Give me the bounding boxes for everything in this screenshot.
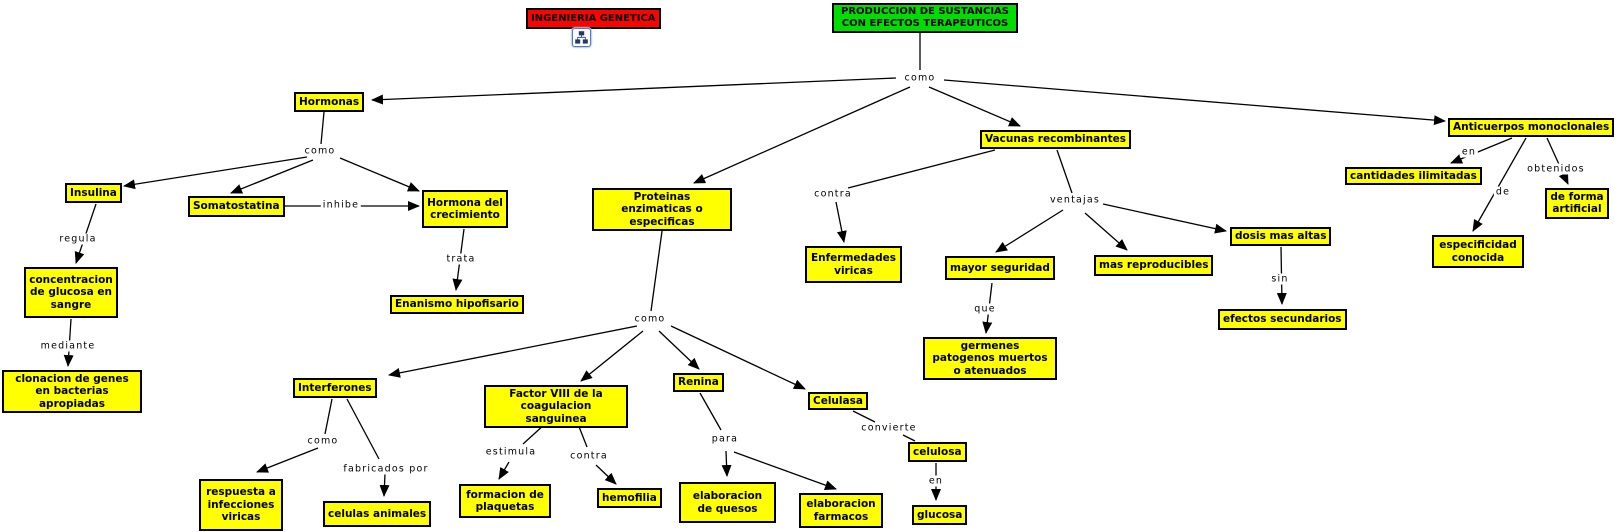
node-hormonas[interactable]: Hormonas	[294, 92, 364, 112]
node-formacion-plaquetas[interactable]: formacion de plaquetas	[459, 484, 551, 518]
node-mayor-seguridad[interactable]: mayor seguridad	[945, 256, 1055, 280]
node-interferones[interactable]: Interferones	[293, 378, 377, 398]
node-elaboracion-quesos[interactable]: elaboracion de quesos	[679, 482, 776, 523]
node-elaboracion-farmacos[interactable]: elaboracion farmacos	[799, 493, 883, 528]
link-label-en-anticuerpos[interactable]: en	[1461, 146, 1477, 158]
node-dosis-mas-altas[interactable]: dosis mas altas	[1230, 227, 1331, 246]
node-vacunas-recombinantes[interactable]: Vacunas recombinantes	[980, 130, 1131, 149]
link-label-convierte[interactable]: convierte	[861, 422, 917, 434]
link-label-regula[interactable]: regula	[59, 233, 97, 245]
node-renina[interactable]: Renina	[673, 373, 724, 392]
node-celulosa[interactable]: celulosa	[908, 442, 967, 462]
link-label-de-anticuerpos[interactable]: de	[1495, 186, 1511, 198]
link-label-como-interferones[interactable]: como	[307, 435, 339, 447]
node-hormona-crecimiento[interactable]: Hormona del crecimiento	[422, 190, 508, 228]
link-label-contra-factor[interactable]: contra	[570, 450, 608, 462]
node-celulas-animales[interactable]: celulas animales	[323, 501, 431, 527]
node-especificidad-conocida[interactable]: especificidad conocida	[1432, 235, 1524, 268]
node-produccion-sustancias[interactable]: PRODUCCION DE SUSTANCIAS CON EFECTOS TERAPEUTICOS	[832, 3, 1018, 33]
node-enfermedades-viricas[interactable]: Enfermedades viricas	[805, 246, 902, 283]
link-label-que[interactable]: que	[974, 303, 996, 315]
link-label-trata[interactable]: trata	[446, 253, 476, 265]
node-hemofilia[interactable]: hemofilia	[597, 488, 662, 508]
link-label-sin[interactable]: sin	[1271, 273, 1289, 285]
link-label-como-hormonas[interactable]: como	[304, 145, 336, 157]
node-proteinas-enzimaticas[interactable]: Proteinas enzimaticas o especificas	[592, 188, 732, 231]
node-factor-viii[interactable]: Factor VIII de la coagulacion sanguinea	[484, 385, 628, 428]
node-clonacion-genes[interactable]: clonacion de genes en bacterias apropiadas	[2, 370, 142, 413]
org-chart-glyph	[575, 31, 588, 44]
org-chart-icon[interactable]	[572, 28, 591, 47]
link-label-en-celulosa[interactable]: en	[928, 475, 944, 487]
node-mas-reproducibles[interactable]: mas reproducibles	[1094, 255, 1213, 276]
node-respuesta-infecciones[interactable]: respuesta a infecciones viricas	[199, 479, 283, 531]
node-somatostatina[interactable]: Somatostatina	[188, 196, 285, 217]
link-label-obtenidos[interactable]: obtenidos	[1527, 163, 1585, 175]
link-label-como-main[interactable]: como	[904, 72, 936, 84]
node-cantidades-ilimitadas[interactable]: cantidades ilimitadas	[1345, 167, 1482, 185]
node-anticuerpos-monoclonales[interactable]: Anticuerpos monoclonales	[1448, 118, 1614, 137]
node-concentracion-glucosa[interactable]: concentracion de glucosa en sangre	[24, 267, 118, 318]
link-label-mediante[interactable]: mediante	[40, 340, 96, 352]
node-de-forma-artificial[interactable]: de forma artificial	[1545, 188, 1609, 219]
node-enanismo-hipofisario[interactable]: Enanismo hipofisario	[390, 295, 524, 314]
node-efectos-secundarios[interactable]: efectos secundarios	[1218, 309, 1347, 330]
node-germenes-patogenos[interactable]: germenes patogenos muertos o atenuados	[923, 337, 1057, 380]
link-label-ventajas[interactable]: ventajas	[1049, 194, 1101, 206]
link-label-fabricados-por[interactable]: fabricados por	[343, 463, 429, 475]
node-insulina[interactable]: Insulina	[65, 183, 122, 203]
link-label-estimula[interactable]: estimula	[485, 446, 537, 458]
link-label-contra-vacunas[interactable]: contra	[814, 188, 852, 200]
link-label-como-proteinas[interactable]: como	[634, 313, 666, 325]
link-label-para[interactable]: para	[711, 433, 739, 445]
node-ingenieria-genetica[interactable]: INGENIERIA GENETICA	[526, 8, 661, 29]
link-label-inhibe[interactable]: inhibe	[322, 199, 360, 211]
node-celulasa[interactable]: Celulasa	[808, 392, 868, 410]
node-glucosa[interactable]: glucosa	[912, 505, 967, 525]
